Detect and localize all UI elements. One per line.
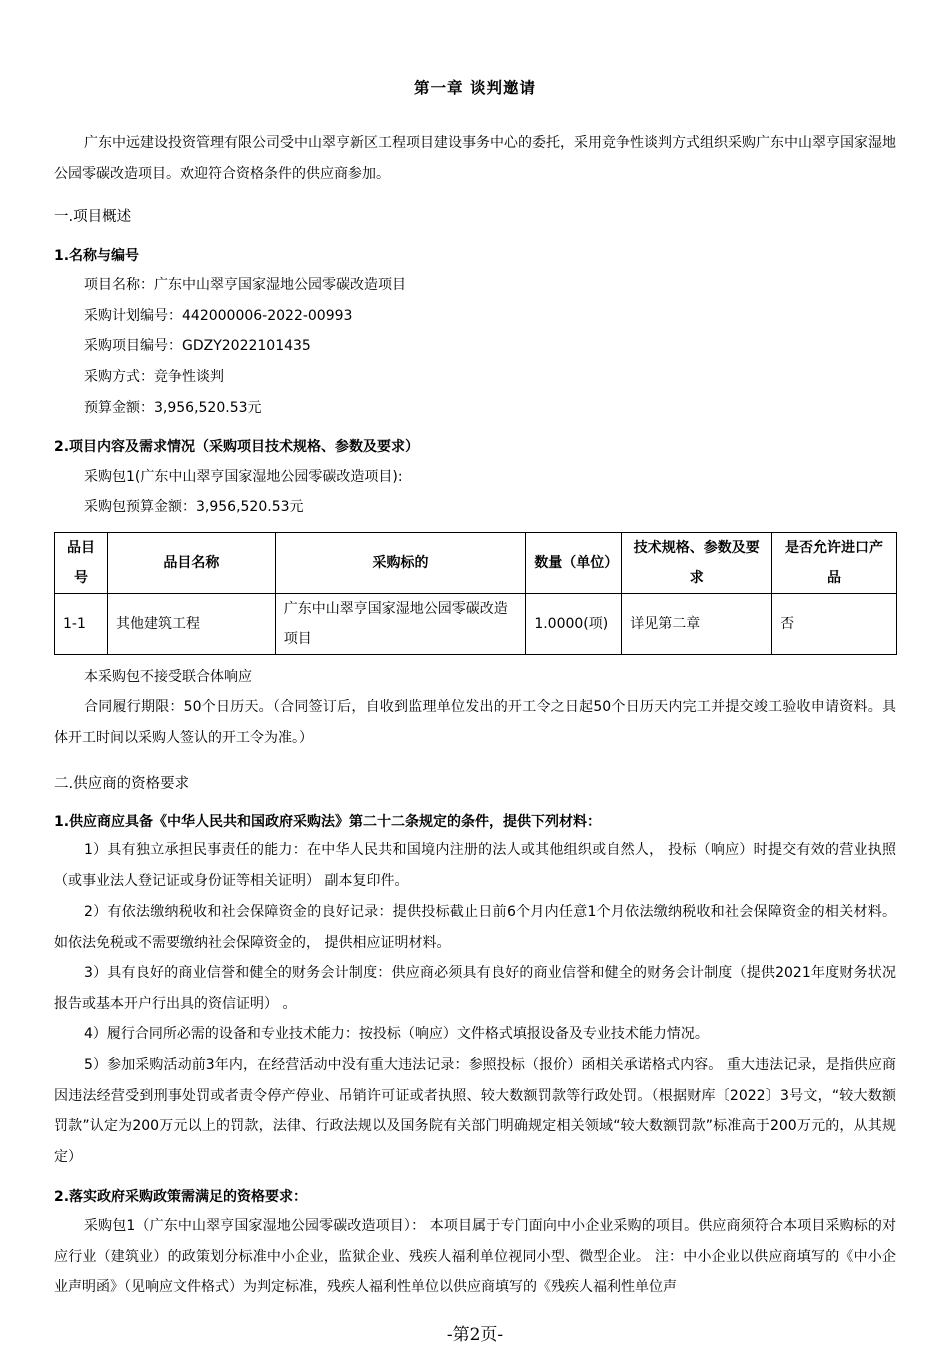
header-import: 是否允许进口产品 [772, 533, 897, 594]
table-header-row [55, 533, 897, 594]
section-heading-qualification: 二.供应商的资格要求 [54, 776, 190, 792]
header-specs: 技术规格、参数及要求 [622, 533, 772, 594]
contract-period: 合同履行期限：50个日历天。（合同签订后，自收到监理单位发出的开工令之日起50个日历天内完工并提交竣工验收申请资料。具体开工时间以采购人签认的开工令为准。） [54, 699, 896, 746]
cell-item-name: 其他建筑工程 [107, 594, 275, 655]
budget-amount: 预算金额：3,956,520.53元 [84, 400, 262, 416]
chapter-title: 第一章 谈判邀请 [414, 79, 536, 97]
qualification-item-1: 1）具有独立承担民事责任的能力：在中华人民共和国境内注册的法人或其他组织或自然人， 投标（响应）时提交有效的营业执照（或事业法人登记证或身份证等相关证明） 副本复印件。 [54, 842, 896, 889]
cell-item-no: 1-1 [55, 594, 108, 655]
page-number: -第2页- [446, 1325, 504, 1345]
qualification-item-2: 2）有依法缴纳税收和社会保障资金的良好记录：提供投标截止日前6个月内任意1个月依法缴纳税收和社会保障资金的相关材料。 如依法免税或不需要缴纳社会保障资金的， 提供相应证明材料。 [54, 904, 896, 951]
cell-subject: 广东中山翠亨国家湿地公园零碳改造项目 [275, 594, 526, 655]
header-item-no: 品目号 [55, 533, 108, 594]
table-row [55, 594, 897, 655]
project-name: 项目名称：广东中山翠亨国家湿地公园零碳改造项目 [84, 277, 406, 293]
header-subject: 采购标的 [275, 533, 526, 594]
policy-paragraph: 采购包1（广东中山翠亨国家湿地公园零碳改造项目）： 本项目属于专门面向中小企业采购的项目。供应商须符合本项目采购标的对应行业（建筑业）的政策划分标准中小企业，监狱企业、残疾人福利单位视同小型、微型企业。 注：中小企业以供应商填写的《中小企业声明函》（见响应文件格式）为判定标准，残疾人福利性单位以供应商填写的《残疾人福利性单位声 [54, 1218, 896, 1295]
cell-specs: 详见第二章 [622, 594, 772, 655]
section-heading-overview: 一.项目概述 [54, 209, 132, 225]
qualification-item-3: 3）具有良好的商业信誉和健全的财务会计制度：供应商必须具有良好的商业信誉和健全的财务会计制度（提供2021年度财务状况报告或基本开户行出具的资信证明） 。 [54, 965, 896, 1012]
procurement-method: 采购方式：竞争性谈判 [84, 369, 224, 385]
no-consortium-note: 本采购包不接受联合体响应 [84, 669, 252, 685]
subheading-name-number: 1.名称与编号 [54, 248, 140, 264]
subheading-policy: 2.落实政府采购政策需满足的资格要求： [54, 1189, 308, 1205]
subheading-requirements: 2.项目内容及需求情况（采购项目技术规格、参数及要求） [54, 439, 420, 455]
plan-number: 采购计划编号：442000006-2022-00993 [84, 308, 353, 324]
project-number: 采购项目编号：GDZY2022101435 [84, 338, 311, 354]
header-quantity: 数量（单位） [526, 533, 622, 594]
cell-quantity: 1.0000(项) [526, 594, 622, 655]
intro-paragraph: 广东中远建设投资管理有限公司受中山翠亨新区工程项目建设事务中心的委托，采用竞争性谈判方式组织采购广东中山翠亨国家湿地公园零碳改造项目。欢迎符合资格条件的供应商参加。 [54, 135, 896, 182]
cell-import: 否 [772, 594, 897, 655]
qualification-item-5: 5）参加采购活动前3年内，在经营活动中没有重大违法记录：参照投标（报价）函相关承诺格式内容。 重大违法记录，是指供应商因违法经营受到刑事处罚或者责令停产停业、吊销许可证或者执照、较大数额罚款等行政处罚。（根据财库〔2022〕3号文，“较大数额罚款”认定为200万元以上的罚款，法律、行政法规以及国务院有关部门明确规定相关领域“较大数额罚款”标准高于200万元的，从其规定） [54, 1057, 896, 1165]
package-budget: 采购包预算金额：3,956,520.53元 [84, 499, 304, 515]
package-name: 采购包1(广东中山翠亨国家湿地公园零碳改造项目): [84, 469, 403, 485]
header-item-name: 品目名称 [107, 533, 275, 594]
items-table [54, 532, 897, 655]
qualification-item-4: 4）履行合同所必需的设备和专业技术能力：按投标（响应）文件格式填报设备及专业技术能力情况。 [84, 1026, 709, 1042]
subheading-procurement-law: 1.供应商应具备《中华人民共和国政府采购法》第二十二条规定的条件，提供下列材料： [54, 814, 602, 830]
